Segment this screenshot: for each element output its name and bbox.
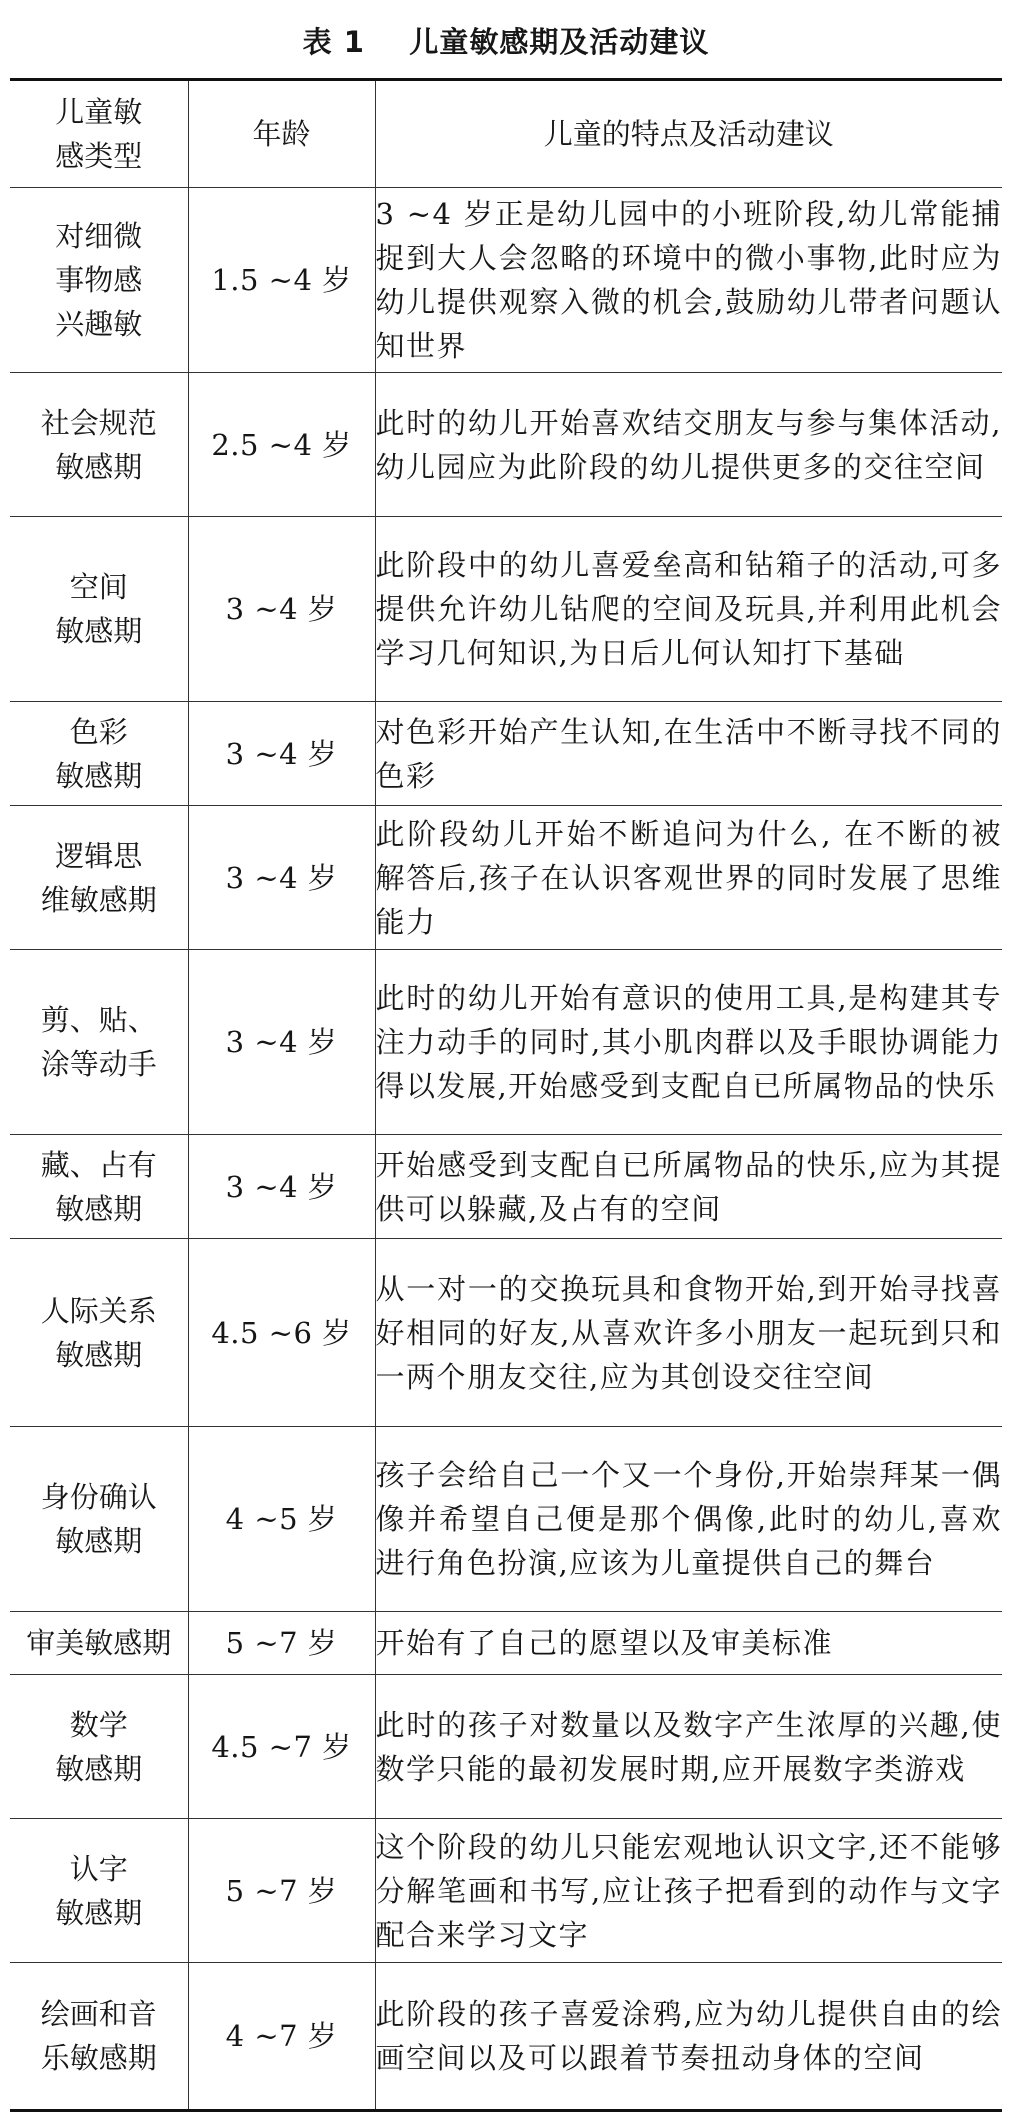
cell-line: 身份确认 xyxy=(40,1480,157,1514)
cell-line: 乐敏感期 xyxy=(40,2041,157,2075)
header-desc: 儿童的特点及活动建议 xyxy=(375,80,1002,188)
table-row xyxy=(10,702,1002,806)
cell-line: 社会规范 xyxy=(40,405,157,440)
cell-line: 数学 xyxy=(69,1707,128,1742)
row-age: 3 ~4 岁 xyxy=(188,1135,375,1239)
row-type xyxy=(10,1675,188,1819)
row-type xyxy=(10,1612,188,1675)
row-age: 3 ~4 岁 xyxy=(188,517,375,702)
row-type xyxy=(10,1819,188,1963)
row-type xyxy=(10,373,188,517)
row-desc: 此阶段的孩子喜爱涂鸦,应为幼儿提供自由的绘画空间以及可以跟着节奏扭动身体的空间 xyxy=(375,1963,1002,2111)
row-age: 4 ~7 岁 xyxy=(188,1963,375,2111)
table-row xyxy=(10,1427,1002,1612)
cell-line: 兴趣敏 xyxy=(55,307,143,341)
table-row xyxy=(10,950,1002,1135)
row-age: 2.5 ~4 岁 xyxy=(188,373,375,517)
header-type xyxy=(10,80,188,188)
cell-line: 认字 xyxy=(69,1851,128,1886)
row-desc: 开始有了自己的愿望以及审美标准 xyxy=(375,1612,1002,1675)
row-desc: 此阶段幼儿开始不断追问为什么, 在不断的被解答后,孩子在认识客观世界的同时发展了思维能力 xyxy=(375,806,1002,950)
row-age: 4.5 ~6 岁 xyxy=(188,1239,375,1427)
row-desc: 此时的幼儿开始喜欢结交朋友与参与集体活动,幼儿园应为此阶段的幼儿提供更多的交往空间 xyxy=(375,373,1002,517)
row-age: 3 ~4 岁 xyxy=(188,806,375,950)
row-age: 1.5 ~4 岁 xyxy=(188,188,375,373)
table-row xyxy=(10,517,1002,702)
cell-line: 人际关系 xyxy=(40,1293,157,1328)
cell-line: 逻辑思 xyxy=(55,838,143,873)
row-desc: 这个阶段的幼儿只能宏观地认识文字,还不能够分解笔画和书写,应让孩子把看到的动作与文字配合来学习文字 xyxy=(375,1819,1002,1963)
cell-line: 敏感期 xyxy=(55,1191,143,1226)
row-age: 3 ~4 岁 xyxy=(188,950,375,1135)
row-type xyxy=(10,1963,188,2111)
cell-line: 感类型 xyxy=(55,139,143,173)
cell-line: 色彩 xyxy=(69,714,128,749)
cell-line: 敏感期 xyxy=(55,449,143,484)
cell-line: 敏感期 xyxy=(55,1751,143,1786)
cell-line: 剪、贴、 xyxy=(40,1003,157,1037)
cell-line: 敏感期 xyxy=(55,614,143,648)
row-type xyxy=(10,517,188,702)
cell-line: 审美敏感期 xyxy=(26,1626,172,1660)
cell-line: 绘画和音 xyxy=(40,1997,157,2031)
row-desc: 此时的幼儿开始有意识的使用工具,是构建其专注力动手的同时,其小肌肉群以及手眼协调能力得以发展,开始感受到支配自已所属物品的快乐 xyxy=(375,950,1002,1135)
cell-line: 敏感期 xyxy=(55,1337,143,1372)
row-type xyxy=(10,806,188,950)
cell-line: 藏、占有 xyxy=(40,1147,157,1182)
row-type xyxy=(10,702,188,806)
table-row xyxy=(10,1239,1002,1427)
row-age: 4 ~5 岁 xyxy=(188,1427,375,1612)
cell-line: 敏感期 xyxy=(55,1895,143,1930)
row-desc: 对色彩开始产生认知,在生活中不断寻找不同的色彩 xyxy=(375,702,1002,806)
header-row xyxy=(10,80,1002,188)
table-row xyxy=(10,188,1002,373)
row-age: 5 ~7 岁 xyxy=(188,1612,375,1675)
table-row xyxy=(10,1963,1002,2111)
row-type xyxy=(10,1135,188,1239)
row-desc: 此时的孩子对数量以及数字产生浓厚的兴趣,使数学只能的最初发展时期,应开展数字类游戏 xyxy=(375,1675,1002,1819)
row-desc: 开始感受到支配自已所属物品的快乐,应为其提供可以躲藏,及占有的空间 xyxy=(375,1135,1002,1239)
row-age: 4.5 ~7 岁 xyxy=(188,1675,375,1819)
cell-line: 敏感期 xyxy=(55,758,143,793)
sensitive-periods-table xyxy=(10,78,1002,2112)
cell-line: 敏感期 xyxy=(55,1524,143,1558)
row-desc: 此阶段中的幼儿喜爱垒高和钻箱子的活动,可多提供允许幼儿钻爬的空间及玩具,并利用此机会学习几何知识,为日后儿何认知打下基础 xyxy=(375,517,1002,702)
cell-line: 对细微 xyxy=(55,219,143,253)
row-desc: 孩子会给自己一个又一个身份,开始崇拜某一偶像并希望自己便是那个偶像,此时的幼儿,喜欢进行角色扮演,应该为儿童提供自己的舞台 xyxy=(375,1427,1002,1612)
cell-line: 维敏感期 xyxy=(40,882,157,917)
header-age: 年龄 xyxy=(188,80,375,188)
cell-line: 涂等动手 xyxy=(40,1047,157,1081)
row-age: 5 ~7 岁 xyxy=(188,1819,375,1963)
table-row xyxy=(10,806,1002,950)
table-caption: 表 1 儿童敏感期及活动建议 xyxy=(302,25,710,59)
row-desc: 3 ~4 岁正是幼儿园中的小班阶段,幼儿常能捕捉到大人会忽略的环境中的微小事物,此时应为幼儿提供观察入微的机会,鼓励幼儿带者问题认知世界 xyxy=(375,188,1002,373)
table-row xyxy=(10,1612,1002,1675)
table-row xyxy=(10,1675,1002,1819)
row-type xyxy=(10,950,188,1135)
cell-line: 事物感 xyxy=(55,263,143,297)
row-type xyxy=(10,1239,188,1427)
table-row xyxy=(10,1819,1002,1963)
row-age: 3 ~4 岁 xyxy=(188,702,375,806)
cell-line: 儿童敏 xyxy=(55,95,143,129)
row-desc: 从一对一的交换玩具和食物开始,到开始寻找喜好相同的好友,从喜欢许多小朋友一起玩到只和一两个朋友交往,应为其创设交往空间 xyxy=(375,1239,1002,1427)
cell-line: 空间 xyxy=(69,570,128,604)
table-row xyxy=(10,1135,1002,1239)
table-row xyxy=(10,373,1002,517)
row-type xyxy=(10,1427,188,1612)
row-type xyxy=(10,188,188,373)
